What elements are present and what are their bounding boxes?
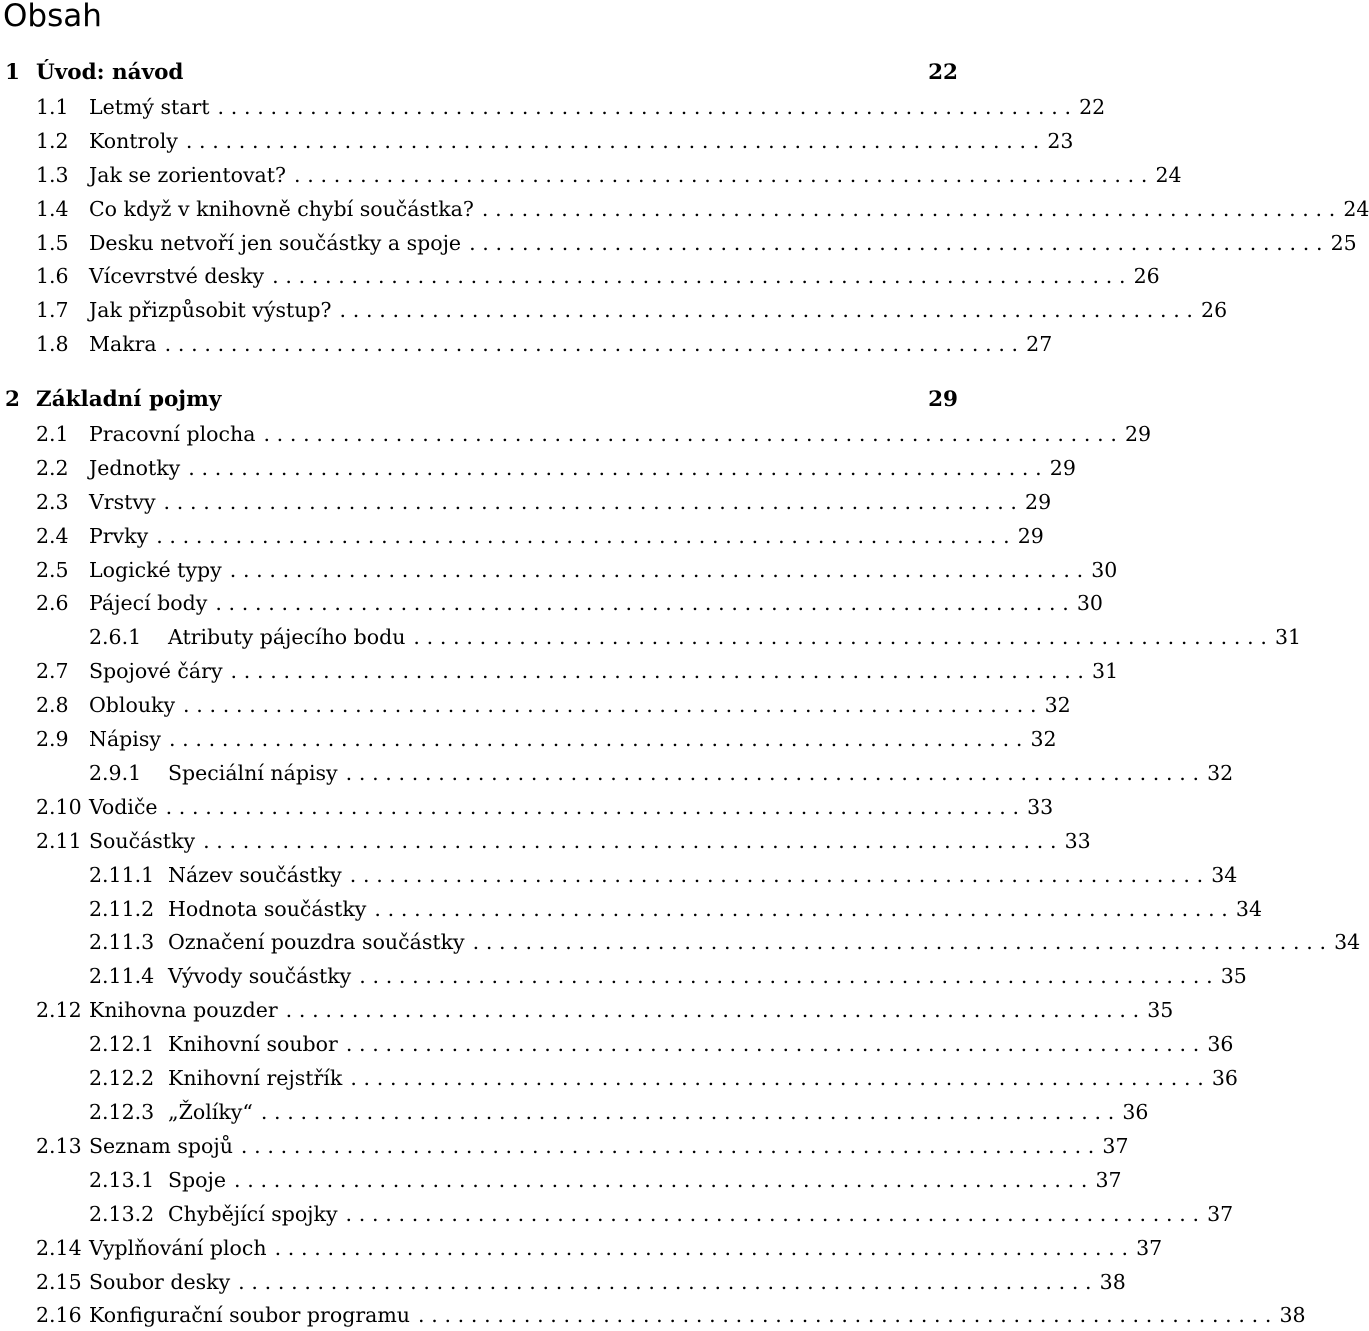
entry-number: 2.4 — [36, 524, 69, 548]
toc-entry[interactable] — [0, 419, 1152, 449]
dot-leader: . . . . . . . . . . . . . . . . . . . . . . . . . . . . . . . . . . . . . . . . . . . . . . . . . . . . . . . . . . . . . . . . . — [164, 332, 1019, 356]
toc-entry[interactable] — [0, 894, 1263, 924]
entry-number: 2.13 — [36, 1134, 82, 1158]
entry-title: Jak přizpůsobit výstup? — [89, 298, 332, 322]
entry-title: Součástky — [89, 829, 196, 853]
entry-page: 24 — [1155, 163, 1182, 187]
entry-number: 2.14 — [36, 1236, 82, 1260]
entry-page: 26 — [1201, 298, 1228, 322]
toc-entry[interactable] — [0, 724, 1057, 754]
toc-entry[interactable] — [0, 826, 1091, 856]
dot-leader: . . . . . . . . . . . . . . . . . . . . . . . . . . . . . . . . . . . . . . . . . . . . . . . . . . . . . . . . . . . . . . . . . — [350, 1066, 1204, 1090]
dot-leader: . . . . . . . . . . . . . . . . . . . . . . . . . . . . . . . . . . . . . . . . . . . . . . . . . . . . . . . . . . . . . . . . . — [168, 727, 1023, 751]
entry-number: 2.11.1 — [89, 863, 155, 887]
entry-page: 32 — [1044, 693, 1071, 717]
entry-number: 2.12 — [36, 998, 82, 1022]
dot-leader: . . . . . . . . . . . . . . . . . . . . . . . . . . . . . . . . . . . . . . . . . . . . . . . . . . . . . . . . . . . . . . . . . — [374, 897, 1228, 921]
entry-page: 30 — [1091, 558, 1118, 582]
dot-leader: . . . . . . . . . . . . . . . . . . . . . . . . . . . . . . . . . . . . . . . . . . . . . . . . . . . . . . . . . . . . . . . . . — [238, 1270, 1092, 1294]
dot-leader: . . . . . . . . . . . . . . . . . . . . . . . . . . . . . . . . . . . . . . . . . . . . . . . . . . . . . . . . . . . . . . . . . — [260, 1100, 1115, 1124]
entry-page: 23 — [1047, 129, 1074, 153]
toc-entry[interactable] — [0, 961, 1247, 991]
entry-number: 2.11.2 — [89, 897, 155, 921]
toc-entry[interactable] — [0, 1199, 1234, 1229]
entry-number: 1.7 — [36, 298, 69, 322]
entry-title: Nápisy — [89, 727, 161, 751]
entry-number: 2.8 — [36, 693, 69, 717]
entry-page: 24 — [1343, 197, 1369, 221]
toc-entry[interactable] — [0, 860, 1238, 890]
toc-entry[interactable] — [0, 758, 1234, 788]
entry-page: 27 — [1026, 332, 1053, 356]
entry-page: 37 — [1207, 1202, 1234, 1226]
entry-number: 2.7 — [36, 659, 69, 683]
entry-title: Pracovní plocha — [89, 422, 256, 446]
entry-page: 22 — [928, 60, 958, 85]
entry-title: Atributy pájecího bodu — [168, 625, 406, 649]
entry-number: 2.6.1 — [89, 625, 142, 649]
dot-leader: . . . . . . . . . . . . . . . . . . . . . . . . . . . . . . . . . . . . . . . . . . . . . . . . . . . . . . . . . . . . . . . . . — [349, 863, 1204, 887]
toc-entry[interactable] — [0, 160, 1182, 190]
toc-entry[interactable] — [0, 92, 1106, 122]
entry-title: Spoje — [168, 1168, 226, 1192]
entry-number: 2.12.1 — [89, 1032, 155, 1056]
entry-page: 32 — [1030, 727, 1057, 751]
entry-number: 2.15 — [36, 1270, 82, 1294]
entry-title: Knihovní soubor — [168, 1032, 338, 1056]
entry-page: 37 — [1095, 1168, 1122, 1192]
dot-leader: . . . . . . . . . . . . . . . . . . . . . . . . . . . . . . . . . . . . . . . . . . . . . . . . . . . . . . . . . . . . . . . . . — [215, 591, 1069, 615]
dot-leader: . . . . . . . . . . . . . . . . . . . . . . . . . . . . . . . . . . . . . . . . . . . . . . . . . . . . . . . . . . . . . . . . . — [240, 1134, 1095, 1158]
dot-leader: . . . . . . . . . . . . . . . . . . . . . . . . . . . . . . . . . . . . . . . . . . . . . . . . . . . . . . . . . . . . . . . . . — [156, 524, 1010, 548]
entry-title: Oblouky — [89, 693, 176, 717]
entry-title: Chybějící spojky — [168, 1202, 338, 1226]
dot-leader: . . . . . . . . . . . . . . . . . . . . . . . . . . . . . . . . . . . . . . . . . . . . . . . . . . . . . . . . . . . . . . . . . — [285, 998, 1140, 1022]
toc-chapter-2[interactable] — [0, 385, 958, 415]
entry-page: 32 — [1207, 761, 1234, 785]
entry-number: 2.13.1 — [89, 1168, 155, 1192]
dot-leader: . . . . . . . . . . . . . . . . . . . . . . . . . . . . . . . . . . . . . . . . . . . . . . . . . . . . . . . . . . . . . . . . . — [345, 1032, 1200, 1056]
entry-page: 36 — [1122, 1100, 1149, 1124]
entry-page: 29 — [1017, 524, 1044, 548]
entry-page: 33 — [1027, 795, 1054, 819]
entry-number: 2.13.2 — [89, 1202, 155, 1226]
entry-number: 1.3 — [36, 163, 69, 187]
toc-entry[interactable] — [0, 1131, 1129, 1161]
entry-page: 34 — [1235, 897, 1263, 921]
entry-number: 2.9.1 — [89, 761, 142, 785]
toc-entry[interactable] — [0, 261, 1160, 291]
toc-entry[interactable] — [0, 1063, 1238, 1093]
entry-page: 34 — [1211, 863, 1238, 887]
entry-title: Označení pouzdra součástky — [168, 930, 465, 954]
dot-leader: . . . . . . . . . . . . . . . . . . . . . . . . . . . . . . . . . . . . . . . . . . . . . . . . . . . . . . . . . . . . . . . . . — [188, 456, 1042, 480]
dot-leader: . . . . . . . . . . . . . . . . . . . . . . . . . . . . . . . . . . . . . . . . . . . . . . . . . . . . . . . . . . . . . . . . . — [472, 930, 1327, 954]
toc-entry[interactable] — [0, 487, 1052, 517]
entry-page: 25 — [1330, 231, 1357, 255]
entry-title: Úvod: návod — [36, 60, 184, 85]
entry-page: 31 — [1092, 659, 1119, 683]
entry-title: Vrstvy — [89, 490, 156, 514]
entry-number: 2.3 — [36, 490, 69, 514]
entry-number: 1.8 — [36, 332, 69, 356]
toc-entry[interactable] — [0, 1165, 1122, 1195]
entry-page: 38 — [1099, 1270, 1126, 1294]
dot-leader: . . . . . . . . . . . . . . . . . . . . . . . . . . . . . . . . . . . . . . . . . . . . . . . . . . . . . . . . . . . . . . . . . — [272, 264, 1126, 288]
entry-title: Knihovní rejstřík — [168, 1066, 343, 1090]
toc-chapter-1[interactable] — [0, 58, 958, 88]
entry-number: 1.4 — [36, 197, 69, 221]
entry-page: 37 — [1136, 1236, 1163, 1260]
entry-page: 29 — [1025, 490, 1052, 514]
dot-leader: . . . . . . . . . . . . . . . . . . . . . . . . . . . . . . . . . . . . . . . . . . . . . . . . . . . . . . . . . . . . . . . . . — [234, 1168, 1088, 1192]
page-title: Obsah — [3, 0, 102, 34]
entry-page: 36 — [1207, 1032, 1234, 1056]
toc-entry[interactable] — [0, 521, 1044, 551]
entry-title: Prvky — [89, 524, 149, 548]
entry-number: 1.6 — [36, 264, 69, 288]
entry-title: Hodnota součástky — [168, 897, 367, 921]
entry-title: Co když v knihovně chybí součástka? — [89, 197, 474, 221]
entry-title: „Žolíky“ — [168, 1100, 253, 1124]
entry-title: Soubor desky — [89, 1270, 231, 1294]
toc-entry[interactable] — [0, 1097, 1149, 1127]
toc-entry[interactable] — [0, 690, 1071, 720]
entry-page: 30 — [1076, 591, 1103, 615]
entry-page: 35 — [1220, 964, 1247, 988]
entry-page: 29 — [1124, 422, 1152, 446]
toc-entry[interactable] — [0, 1267, 1126, 1297]
toc-entry[interactable] — [0, 555, 1118, 585]
toc-entry[interactable] — [0, 588, 1103, 618]
dot-leader: . . . . . . . . . . . . . . . . . . . . . . . . . . . . . . . . . . . . . . . . . . . . . . . . . . . . . . . . . . . . . . . . . — [217, 95, 1072, 119]
entry-number: 2.6 — [36, 591, 69, 615]
entry-page: 36 — [1211, 1066, 1238, 1090]
toc-entry[interactable] — [0, 1300, 1306, 1330]
entry-title: Konfigurační soubor programu — [89, 1303, 410, 1327]
entry-number: 1 — [5, 60, 20, 85]
dot-leader: . . . . . . . . . . . . . . . . . . . . . . . . . . . . . . . . . . . . . . . . . . . . . . . . . . . . . . . . . . . . . . . . . — [339, 298, 1194, 322]
entry-number: 2.5 — [36, 558, 69, 582]
entry-number: 1.5 — [36, 231, 69, 255]
entry-page: 29 — [928, 387, 958, 412]
dot-leader: . . . . . . . . . . . . . . . . . . . . . . . . . . . . . . . . . . . . . . . . . . . . . . . . . . . . . . . . . . . . . . . . . — [203, 829, 1057, 853]
toc-entry[interactable] — [0, 295, 1228, 325]
toc-entry[interactable] — [0, 1233, 1163, 1263]
dot-leader: . . . . . . . . . . . . . . . . . . . . . . . . . . . . . . . . . . . . . . . . . . . . . . . . . . . . . . . . . . . . . . . . . — [163, 490, 1018, 514]
entry-title: Spojové čáry — [89, 659, 223, 683]
entry-number: 2.9 — [36, 727, 69, 751]
entry-title: Letmý start — [89, 95, 210, 119]
dot-leader: . . . . . . . . . . . . . . . . . . . . . . . . . . . . . . . . . . . . . . . . . . . . . . . . . . . . . . . . . . . . . . . . . — [359, 964, 1213, 988]
entry-title: Speciální nápisy — [168, 761, 338, 785]
entry-page: 29 — [1049, 456, 1076, 480]
entry-page: 33 — [1064, 829, 1091, 853]
toc-entry[interactable] — [0, 792, 1054, 822]
toc-entry[interactable] — [0, 656, 1119, 686]
entry-page: 34 — [1334, 930, 1361, 954]
dot-leader: . . . . . . . . . . . . . . . . . . . . . . . . . . . . . . . . . . . . . . . . . . . . . . . . . . . . . . . . . . . . . . . . . — [263, 422, 1117, 446]
dot-leader: . . . . . . . . . . . . . . . . . . . . . . . . . . . . . . . . . . . . . . . . . . . . . . . . . . . . . . . . . . . . . . . . . — [481, 197, 1336, 221]
entry-title: Pájecí body — [89, 591, 208, 615]
dot-leader: . . . . . . . . . . . . . . . . . . . . . . . . . . . . . . . . . . . . . . . . . . . . . . . . . . . . . . . . . . . . . . . . . — [469, 231, 1323, 255]
entry-page: 35 — [1147, 998, 1174, 1022]
entry-title: Jak se zorientovat? — [89, 163, 286, 187]
entry-number: 2.10 — [36, 795, 82, 819]
dot-leader: . . . . . . . . . . . . . . . . . . . . . . . . . . . . . . . . . . . . . . . . . . . . . . . . . . . . . . . . . . . . . . . . . — [185, 129, 1040, 153]
entry-title: Knihovna pouzder — [89, 998, 278, 1022]
entry-number: 2.12.2 — [89, 1066, 155, 1090]
entry-title: Seznam spojů — [89, 1134, 233, 1158]
entry-page: 37 — [1102, 1134, 1129, 1158]
entry-number: 2 — [5, 387, 20, 412]
entry-title: Jednotky — [89, 456, 181, 480]
entry-title: Název součástky — [168, 863, 342, 887]
entry-title: Vodiče — [89, 795, 158, 819]
entry-title: Logické typy — [89, 558, 222, 582]
toc-entry[interactable] — [0, 995, 1174, 1025]
toc-entry[interactable] — [0, 228, 1357, 258]
toc-entry[interactable] — [0, 453, 1076, 483]
entry-title: Desku netvoří jen součástky a spoje — [89, 231, 462, 255]
entry-number: 2.12.3 — [89, 1100, 155, 1124]
dot-leader: . . . . . . . . . . . . . . . . . . . . . . . . . . . . . . . . . . . . . . . . . . . . . . . . . . . . . . . . . . . . . . . . . — [274, 1236, 1129, 1260]
dot-leader: . . . . . . . . . . . . . . . . . . . . . . . . . . . . . . . . . . . . . . . . . . . . . . . . . . . . . . . . . . . . . . . . . — [230, 659, 1085, 683]
dot-leader: . . . . . . . . . . . . . . . . . . . . . . . . . . . . . . . . . . . . . . . . . . . . . . . . . . . . . . . . . . . . . . . . . — [417, 1303, 1272, 1327]
entry-page: 26 — [1133, 264, 1160, 288]
entry-number: 2.2 — [36, 456, 69, 480]
toc-entry[interactable] — [0, 1029, 1234, 1059]
entry-page: 38 — [1279, 1303, 1306, 1327]
dot-leader: . . . . . . . . . . . . . . . . . . . . . . . . . . . . . . . . . . . . . . . . . . . . . . . . . . . . . . . . . . . . . . . . . — [229, 558, 1084, 582]
entry-title: Vícevrstvé desky — [89, 264, 265, 288]
toc-entry[interactable] — [0, 329, 1053, 359]
entry-title: Vývody součástky — [168, 964, 352, 988]
toc-entry[interactable] — [0, 126, 1074, 156]
entry-number: 2.11 — [36, 829, 82, 853]
entry-number: 2.11.4 — [89, 964, 155, 988]
dot-leader: . . . . . . . . . . . . . . . . . . . . . . . . . . . . . . . . . . . . . . . . . . . . . . . . . . . . . . . . . . . . . . . . . — [345, 1202, 1200, 1226]
toc-entry[interactable] — [0, 622, 1302, 652]
entry-page: 31 — [1274, 625, 1302, 649]
dot-leader: . . . . . . . . . . . . . . . . . . . . . . . . . . . . . . . . . . . . . . . . . . . . . . . . . . . . . . . . . . . . . . . . . — [345, 761, 1200, 785]
entry-number: 2.11.3 — [89, 930, 155, 954]
entry-title: Kontroly — [89, 129, 178, 153]
entry-title: Vyplňování ploch — [89, 1236, 267, 1260]
dot-leader: . . . . . . . . . . . . . . . . . . . . . . . . . . . . . . . . . . . . . . . . . . . . . . . . . . . . . . . . . . . . . . . . . — [294, 163, 1148, 187]
dot-leader: . . . . . . . . . . . . . . . . . . . . . . . . . . . . . . . . . . . . . . . . . . . . . . . . . . . . . . . . . . . . . . . . . — [183, 693, 1037, 717]
entry-number: 2.1 — [36, 422, 69, 446]
dot-leader: . . . . . . . . . . . . . . . . . . . . . . . . . . . . . . . . . . . . . . . . . . . . . . . . . . . . . . . . . . . . . . . . . — [165, 795, 1020, 819]
entry-number: 2.16 — [36, 1303, 82, 1327]
toc-entry[interactable] — [0, 194, 1369, 224]
dot-leader: . . . . . . . . . . . . . . . . . . . . . . . . . . . . . . . . . . . . . . . . . . . . . . . . . . . . . . . . . . . . . . . . . — [413, 625, 1267, 649]
entry-title: Makra — [89, 332, 157, 356]
entry-page: 22 — [1079, 95, 1106, 119]
entry-number: 1.1 — [36, 95, 69, 119]
entry-number: 1.2 — [36, 129, 69, 153]
entry-title: Základní pojmy — [36, 387, 222, 412]
toc-entry[interactable] — [0, 927, 1361, 957]
